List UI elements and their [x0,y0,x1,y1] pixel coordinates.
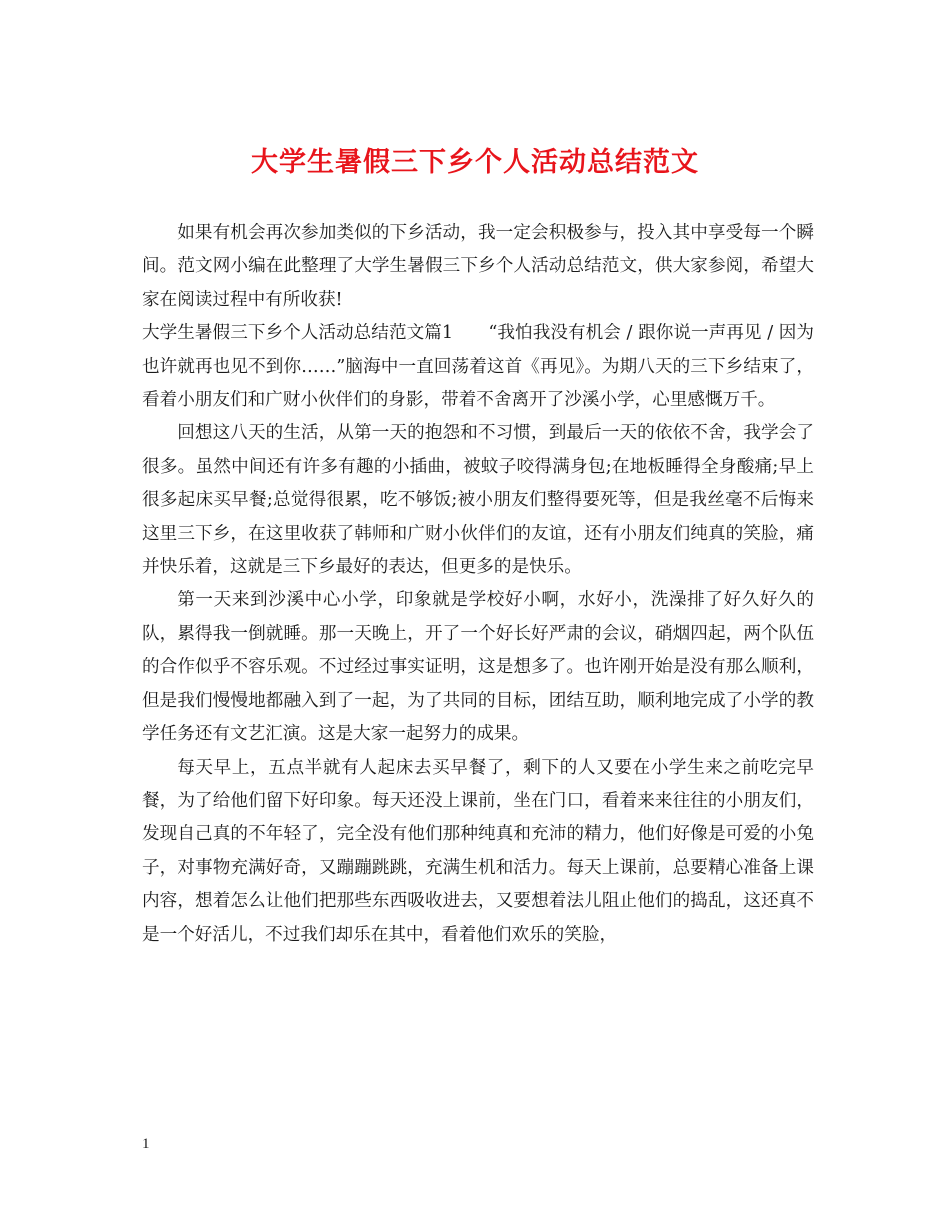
paragraph-recall: 回想这八天的生活，从第一天的抱怨和不习惯，到最后一天的依依不舍，我学会了很多。虽然中间还有许多有趣的小插曲，被蚊子咬得满身包;在地板睡得全身酸痛;早上很多起床买早餐;总觉得很累，吃不够饭;被小朋友们整得要死等，但是我丝毫不后悔来这里三下乡，在这里收获了韩师和广财小伙伴们的友谊，还有小朋友们纯真的笑脸，痛并快乐着，这就是三下乡最好的表达，但更多的是快乐。 [142,423,814,578]
page-number: 1 [142,1136,150,1152]
document-body [142,217,814,952]
paragraph-first-day: 第一天来到沙溪中心小学，印象就是学校好小啊，水好小，洗澡排了好久好久的队，累得我一倒就睡。那一天晚上，开了一个好长好严肃的会议，硝烟四起，两个队伍的合作似乎不容乐观。不过经过事实证明，这是想多了。也许刚开始是没有那么顺利，但是我们慢慢地都融入到了一起，为了共同的目标，团结互助，顺利地完成了小学的教学任务还有文艺汇演。这是大家一起努力的成果。 [142,590,814,745]
paragraph-section-1: 大学生暑假三下乡个人活动总结范文篇1 “我怕我没有机会 / 跟你说一声再见 / 因为也许就再也见不到你……”脑海中一直回荡着这首《再见》。为期八天的三下乡结束了，看着小朋友们和广财小伙伴们的身影，带着不舍离开了沙溪小学，心里感慨万千。 [142,323,814,411]
paragraph-every-morning: 每天早上，五点半就有人起床去买早餐了，剩下的人又要在小学生来之前吃完早餐，为了给他们留下好印象。每天还没上课前，坐在门口，看着来来往往的小朋友们，发现自己真的不年轻了，完全没有他们那种纯真和充沛的精力，他们好像是可爱的小兔子，对事物充满好奇，又蹦蹦跳跳，充满生机和活力。每天上课前，总要精心准备上课内容，想着怎么让他们把那些东西吸收进去，又要想着法儿阻止他们的捣乱，这还真不是一个好活儿，不过我们却乐在其中，看着他们欢乐的笑脸， [142,757,814,945]
paragraph-intro: 如果有机会再次参加类似的下乡活动，我一定会积极参与，投入其中享受每一个瞬间。范文网小编在此整理了大学生暑假三下乡个人活动总结范文，供大家参阅，希望大家在阅读过程中有所收获! [142,223,814,310]
document-title: 大学生暑假三下乡个人活动总结范文 [251,147,699,178]
